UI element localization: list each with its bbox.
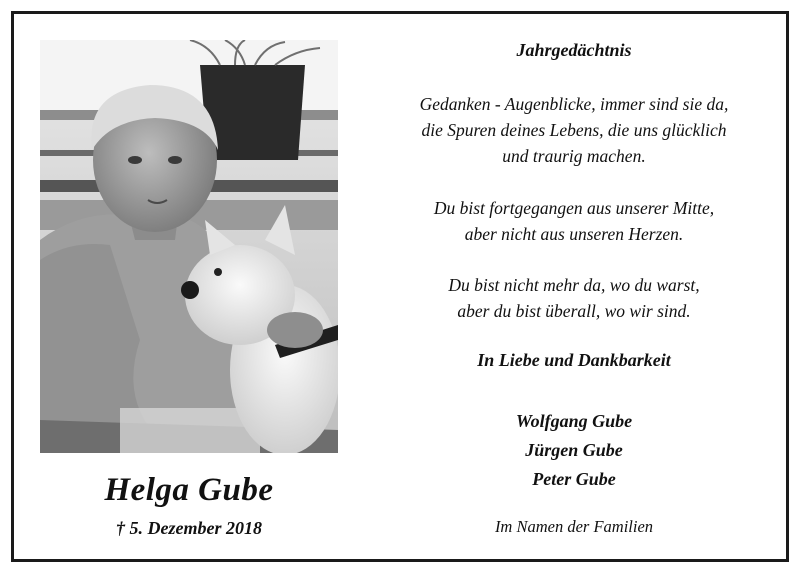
mourner-list xyxy=(370,407,778,494)
mourner-name: Jürgen Gube xyxy=(525,440,623,460)
verse-line: aber du bist überall, wo wir sind. xyxy=(457,301,691,321)
verse-line: die Spuren deines Lebens, die uns glücklich xyxy=(421,120,727,140)
verse-3 xyxy=(370,272,778,324)
portrait-photo xyxy=(40,40,338,453)
verse-line: aber nicht aus unseren Herzen. xyxy=(464,224,684,244)
deceased-name: Helga Gube xyxy=(104,472,274,508)
verse-line: Du bist nicht mehr da, wo du warst, xyxy=(448,275,700,295)
notice-title: Jahrgedächtnis xyxy=(516,40,632,60)
mourner-name: Wolfgang Gube xyxy=(515,411,633,431)
verse-line: und traurig machen. xyxy=(502,146,646,166)
verse-2 xyxy=(370,195,778,247)
family-note: Im Namen der Familien xyxy=(494,517,654,536)
verse-line: Du bist fortgegangen aus unserer Mitte, xyxy=(433,198,715,218)
dedication: In Liebe und Dankbarkeit xyxy=(477,350,671,370)
mourner-name: Peter Gube xyxy=(532,469,616,489)
verse-1 xyxy=(370,91,778,169)
death-date: † 5. Dezember 2018 xyxy=(116,518,262,538)
verse-line: Gedanken - Augenblicke, immer sind sie da, xyxy=(419,94,729,114)
